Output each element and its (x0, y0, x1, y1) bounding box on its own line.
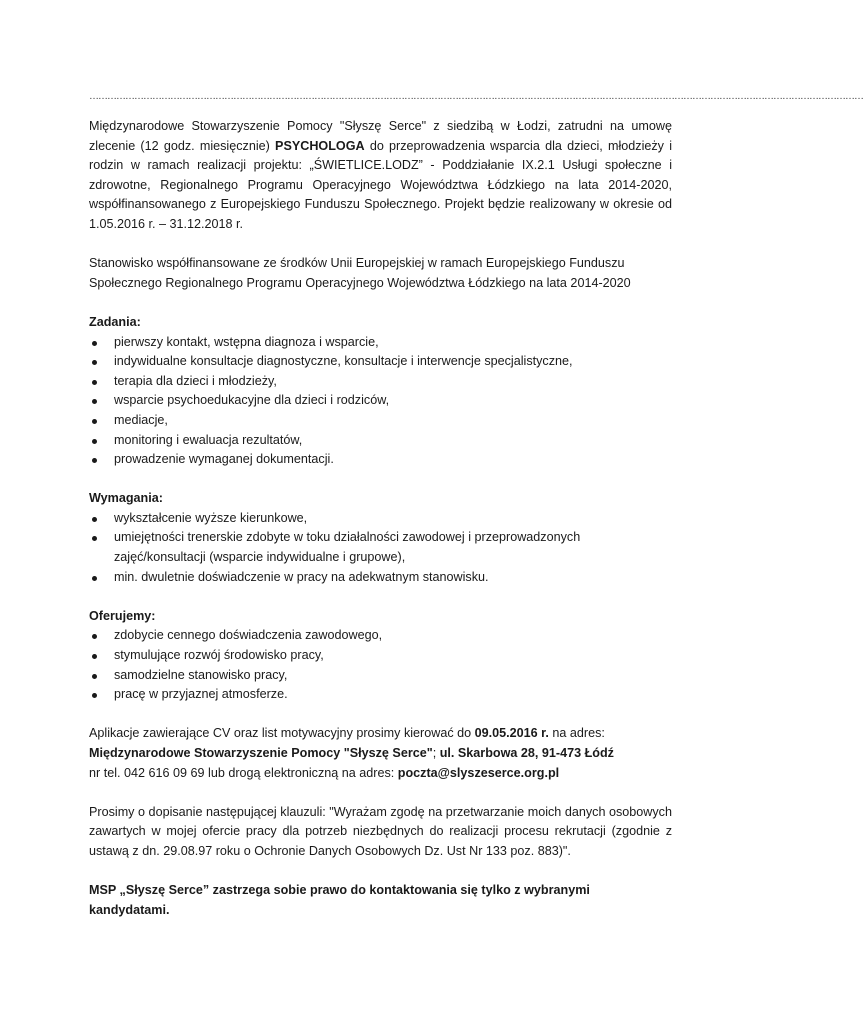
offer-heading: Oferujemy: (89, 608, 156, 623)
bullet-icon (92, 458, 97, 463)
address-organization: Międzynarodowe Stowarzyszenie Pomocy "Słyszę Serce" (89, 746, 433, 760)
offer-list (89, 626, 672, 704)
list-item: zdobycie cennego doświadczenia zawodowego, (89, 626, 672, 646)
bullet-icon (92, 380, 97, 385)
dotted-separator: …………………………………………………………………………………………………………………………………………………………………………………………………………………………………… (89, 91, 863, 102)
intro-paragraph (89, 117, 672, 235)
bullet-icon (92, 674, 97, 679)
bullet-icon (92, 360, 97, 365)
job-title: PSYCHOLOGA (275, 138, 365, 153)
list-item: stymulujące rozwój środowisko pracy, (89, 646, 672, 666)
intro-text-1: Międzynarodowe Stowarzyszenie Pomocy "Słyszę Serce" z siedzibą w Łodzi, zatrudni na umowę zlecenie (12 godz. miesięcznie) (89, 119, 672, 153)
bullet-icon (92, 439, 97, 444)
list-item: prowadzenie wymaganej dokumentacji. (89, 450, 672, 470)
address-line: Międzynarodowe Stowarzyszenie Pomocy "Słyszę Serce"; ul. Skarbowa 28, 91-473 Łódź (89, 746, 614, 760)
address-street: ul. Skarbowa 28, 91-473 Łódź (439, 746, 614, 760)
cofinancing-paragraph: Stanowisko współfinansowane ze środków Unii Europejskiej w ramach Europejskiego Funduszu Społecznego Regionalnego Programu Operacyjnego Województwa Łódzkiego na lata 2014-2020 (89, 256, 631, 290)
bullet-icon (92, 419, 97, 424)
list-item: min. dwuletnie doświadczenie w pracy na adekwatnym stanowisku. (89, 568, 672, 588)
document-content (89, 117, 672, 920)
list-item: samodzielne stanowisko pracy, (89, 666, 672, 686)
clause-paragraph: Prosimy o dopisanie następującej klauzuli: "Wyrażam zgodę na przetwarzanie moich danych osobowych zawartych w mojej ofercie pracy dla potrzeb niezbędnych do realizacji procesu rekrutacji (zgodnie z ustawą z dn. 29.08.97 roku o Ochronie Danych Osobowych Dz. Ust Nr 133 poz. 883)". (89, 804, 672, 858)
list-item: wykształcenie wyższe kierunkowe, (89, 509, 672, 529)
tasks-heading: Zadania: (89, 314, 141, 329)
bullet-icon (92, 576, 97, 581)
bullet-icon (92, 654, 97, 659)
requirements-list (89, 509, 672, 587)
list-item: pracę w przyjaznej atmosferze. (89, 685, 672, 705)
bullet-icon (92, 634, 97, 639)
list-item: pierwszy kontakt, wstępna diagnoza i wsparcie, (89, 333, 672, 353)
bullet-icon (92, 536, 97, 541)
list-item: monitoring i ewaluacja rezultatów, (89, 431, 672, 451)
application-line: Aplikacje zawierające CV oraz list motywacyjny prosimy kierować do 09.05.2016 r. na adres: (89, 726, 605, 741)
contact-line: nr tel. 042 616 09 69 lub drogą elektroniczną na adres: poczta@slyszeserce.org.pl (89, 765, 560, 780)
bullet-icon (92, 517, 97, 522)
requirements-heading: Wymagania: (89, 491, 163, 506)
list-item: indywidualne konsultacje diagnostyczne, konsultacje i interwencje specjalistyczne, (89, 352, 672, 372)
list-item: umiejętności trenerskie zdobyte w toku działalności zawodowej i przeprowadzonych zajęć/konsultacji (wsparcie indywidualne i grupowe), (89, 528, 672, 567)
list-item: mediacje, (89, 411, 672, 431)
closing-statement: MSP „Słyszę Serce” zastrzega sobie prawo do kontaktowania się tylko z wybranymi kandydatami. (89, 883, 590, 917)
tasks-list (89, 333, 672, 470)
intro-text-2: do przeprowadzenia wsparcia dla dzieci, młodzieży i rodzin w ramach realizacji projektu: „ŚWIETLICE.LODZ” - Poddziałanie IX.2.1 Usługi społeczne i zdrowotne, Regionalnego Programu Operacyjnego Województwa Łódzkiego na lata 2014-2020, współfinansowanego z Europejskiego Funduszu Społecznego. Projekt będzie realizowany w okresie od 1.05.2016 r. – 31.12.2018 r. (89, 138, 672, 231)
deadline-date: 09.05.2016 r. (474, 726, 549, 741)
bullet-icon (92, 399, 97, 404)
email-address: poczta@slyszeserce.org.pl (397, 765, 560, 780)
bullet-icon (92, 693, 97, 698)
list-item: terapia dla dzieci i młodzieży, (89, 372, 672, 392)
list-item: wsparcie psychoedukacyjne dla dzieci i rodziców, (89, 391, 672, 411)
bullet-icon (92, 341, 97, 346)
